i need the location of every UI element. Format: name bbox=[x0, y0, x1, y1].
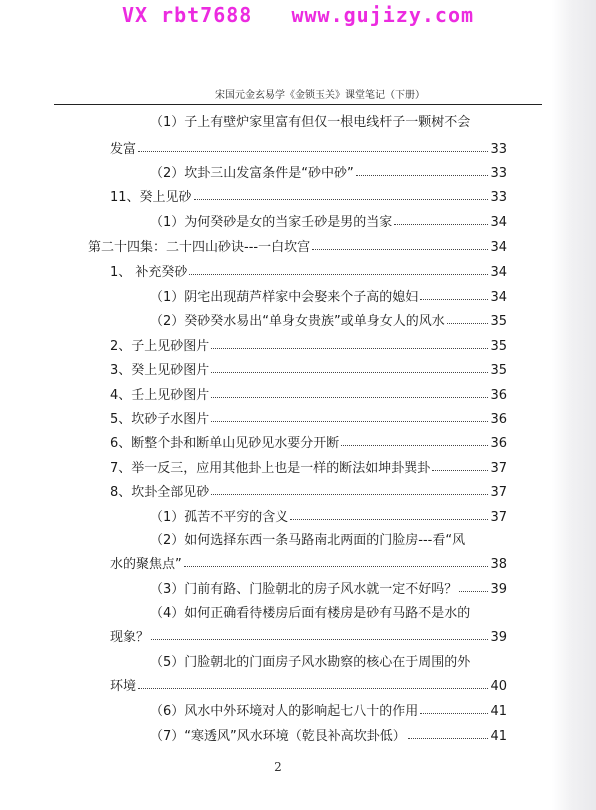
toc-entry bbox=[110, 137, 507, 157]
toc-entry-text: （1）为何癸砂是女的当家壬砂是男的当家 bbox=[150, 215, 393, 230]
toc-entry-text: 1、 补充癸砂 bbox=[110, 265, 188, 280]
leader-dots bbox=[211, 397, 488, 398]
leader-dots bbox=[211, 494, 488, 495]
leader-dots bbox=[312, 249, 488, 250]
toc-entry-text: 11、癸上见砂 bbox=[110, 190, 192, 205]
toc-entry bbox=[150, 285, 507, 305]
toc-entry bbox=[110, 456, 507, 476]
toc-entry-text: 7、举一反三，应用其他卦上也是一样的断法如坤卦巽卦 bbox=[110, 461, 431, 476]
toc-entry-page: 34 bbox=[490, 240, 507, 255]
toc-entry-page: 33 bbox=[490, 166, 507, 181]
toc-entry bbox=[110, 185, 507, 205]
toc-entry bbox=[150, 505, 507, 525]
page-number: 2 bbox=[274, 760, 282, 774]
toc-entry bbox=[110, 552, 507, 572]
toc-entry-text: 3、癸上见砂图片 bbox=[110, 363, 210, 378]
toc-entry-page: 35 bbox=[490, 339, 507, 354]
toc-entry-page: 36 bbox=[490, 412, 507, 427]
toc-entry bbox=[150, 577, 507, 597]
toc-entry-page: 36 bbox=[490, 388, 507, 403]
toc-entry bbox=[110, 674, 507, 694]
toc-entry bbox=[110, 358, 507, 378]
toc-entry-page: 38 bbox=[490, 557, 507, 572]
leader-dots bbox=[408, 738, 489, 739]
toc-entry-text: （7）“寒透风”风水环境（乾艮补高坎卦低） bbox=[150, 729, 406, 744]
toc-entry-text: （1）子上有壁炉家里富有但仅一根电线杆子一颗树不会 bbox=[150, 115, 471, 130]
toc-entry-page: 33 bbox=[490, 142, 507, 157]
toc-entry-text: （4）如何正确看待楼房后面有楼房是砂有马路不是水的 bbox=[150, 606, 471, 621]
leader-dots bbox=[211, 372, 488, 373]
leader-dots bbox=[211, 421, 488, 422]
toc-entry bbox=[110, 407, 507, 427]
toc-entry-page: 35 bbox=[490, 314, 507, 329]
toc-entry bbox=[150, 161, 507, 181]
toc-entry-page: 34 bbox=[490, 265, 507, 280]
toc-entry bbox=[110, 480, 507, 500]
toc-entry-page: 37 bbox=[490, 461, 507, 476]
toc-entry-text: 2、子上见砂图片 bbox=[110, 339, 210, 354]
toc-entry-page: 39 bbox=[490, 582, 507, 597]
toc-entry bbox=[150, 650, 545, 670]
leader-dots bbox=[194, 199, 489, 200]
toc-entry-page: 37 bbox=[490, 510, 507, 525]
toc-entry-text: （3）门前有路、门脸朝北的房子风水就一定不好吗？ bbox=[150, 582, 458, 597]
toc-entry bbox=[110, 431, 507, 451]
toc-entry-text: （6）风水中外环境对人的影响起七八十的作用 bbox=[150, 704, 419, 719]
toc-entry-page: 41 bbox=[490, 704, 507, 719]
toc-entry-page: 36 bbox=[490, 436, 507, 451]
toc-entry-page: 33 bbox=[490, 190, 507, 205]
toc-entry bbox=[150, 110, 545, 130]
leader-dots bbox=[184, 566, 489, 567]
leader-dots bbox=[138, 151, 488, 152]
toc-entry-text: 水的聚焦点” bbox=[110, 557, 182, 572]
toc-entry bbox=[110, 383, 507, 403]
watermark-text: VX rbt7688 www.gujizy.com bbox=[121, 3, 475, 27]
toc-entry-text: 环境 bbox=[110, 679, 137, 694]
toc-entry bbox=[150, 601, 545, 621]
toc-entry bbox=[150, 210, 507, 230]
toc-entry-text: 8、坎卦全部见砂 bbox=[110, 485, 210, 500]
toc-entry bbox=[150, 699, 507, 719]
toc-entry-text: 5、坎砂子水图片 bbox=[110, 412, 210, 427]
leader-dots bbox=[394, 224, 488, 225]
toc-entry-page: 39 bbox=[490, 630, 507, 645]
toc-entry bbox=[150, 528, 545, 548]
toc-entry-text: （1）孤苦不平穷的含义 bbox=[150, 510, 289, 525]
toc-entry-text: （1）阴宅出现葫芦样家中会娶来个子高的媳妇 bbox=[150, 290, 419, 305]
leader-dots bbox=[356, 175, 489, 176]
toc-entry-page: 40 bbox=[490, 679, 507, 694]
toc-entry-text: 4、壬上见砂图片 bbox=[110, 388, 210, 403]
toc-entry-text: （5）门脸朝北的门面房子风水勘察的核心在于周围的外 bbox=[150, 655, 471, 670]
toc-entry-text: 第二十四集：二十四山砂诀---一白坎宫 bbox=[88, 240, 311, 255]
toc-entry-text: 6、断整个卦和断单山见砂见水要分开断 bbox=[110, 436, 340, 451]
leader-dots bbox=[459, 591, 488, 592]
toc-entry-text: 现象？ bbox=[110, 630, 150, 645]
toc-entry bbox=[110, 260, 507, 280]
leader-dots bbox=[290, 519, 488, 520]
leader-dots bbox=[420, 299, 488, 300]
leader-dots bbox=[138, 688, 488, 689]
leader-dots bbox=[151, 639, 488, 640]
toc-entry bbox=[88, 235, 507, 255]
toc-entry-text: （2）坎卦三山发富条件是“砂中砂” bbox=[150, 166, 354, 181]
toc-entry-page: 35 bbox=[490, 363, 507, 378]
toc-entry-text: （2）癸砂癸水易出“单身女贵族”或单身女人的风水 bbox=[150, 314, 445, 329]
toc-entry-page: 41 bbox=[490, 729, 507, 744]
leader-dots bbox=[447, 323, 489, 324]
leader-dots bbox=[189, 274, 488, 275]
toc-entry bbox=[110, 334, 507, 354]
toc-entry-text: （2）如何选择东西一条马路南北两面的门脸房---看“风 bbox=[150, 533, 466, 548]
toc-entry bbox=[150, 724, 507, 744]
running-header: 宋国元金玄易学《金锁玉关》课堂笔记（下册） bbox=[215, 90, 425, 101]
toc-entry bbox=[150, 309, 507, 329]
leader-dots bbox=[432, 470, 488, 471]
toc-entry-page: 34 bbox=[490, 290, 507, 305]
toc-entry-text: 发富 bbox=[110, 142, 137, 157]
toc-entry-page: 34 bbox=[490, 215, 507, 230]
leader-dots bbox=[420, 713, 488, 714]
toc-entry-page: 37 bbox=[490, 485, 507, 500]
leader-dots bbox=[341, 445, 488, 446]
toc-entry bbox=[110, 625, 507, 645]
leader-dots bbox=[211, 348, 488, 349]
